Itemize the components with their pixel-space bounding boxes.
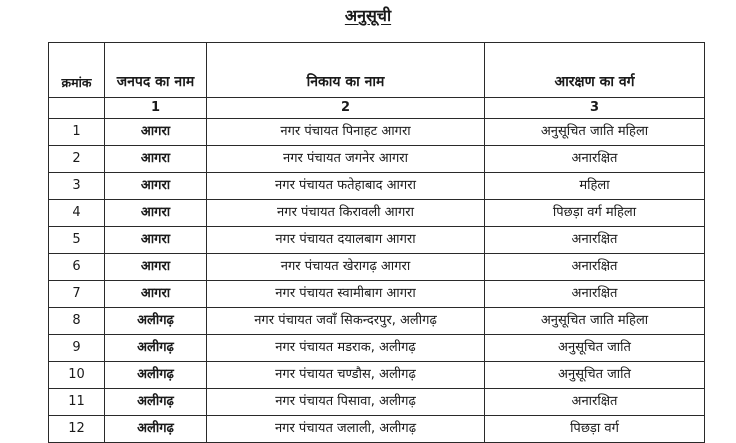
table-row xyxy=(49,254,705,281)
table-row xyxy=(49,362,705,389)
document-title-text: अनुसूची xyxy=(344,6,392,25)
table-row xyxy=(49,227,705,254)
document-title xyxy=(0,4,736,28)
body-name-cell: नगर पंचायत पिसावा, अलीगढ़ xyxy=(207,389,485,416)
serial-number-cell: 12 xyxy=(49,416,105,443)
serial-number-cell: 10 xyxy=(49,362,105,389)
body-name-cell: नगर पंचायत जलाली, अलीगढ़ xyxy=(207,416,485,443)
column-number-1: 1 xyxy=(105,98,207,119)
category-cell: अनारक्षित xyxy=(485,281,705,308)
category-cell: महिला xyxy=(485,173,705,200)
serial-number-cell: 1 xyxy=(49,119,105,146)
serial-number-cell: 11 xyxy=(49,389,105,416)
category-cell: अनुसूचित जाति महिला xyxy=(485,308,705,335)
body-name-cell: नगर पंचायत जगनेर आगरा xyxy=(207,146,485,173)
body-name-cell: नगर पंचायत चण्डौस, अलीगढ़ xyxy=(207,362,485,389)
table-row xyxy=(49,200,705,227)
serial-number-cell: 2 xyxy=(49,146,105,173)
table-row xyxy=(49,416,705,443)
category-cell: अनुसूचित जाति महिला xyxy=(485,119,705,146)
table-body xyxy=(49,119,705,443)
header-reservation-category: आरक्षण का वर्ग xyxy=(485,43,705,98)
district-cell: आगरा xyxy=(105,119,207,146)
serial-number-cell: 7 xyxy=(49,281,105,308)
category-cell: अनारक्षित xyxy=(485,389,705,416)
body-name-cell: नगर पंचायत दयालबाग आगरा xyxy=(207,227,485,254)
serial-number-cell: 4 xyxy=(49,200,105,227)
district-cell: आगरा xyxy=(105,173,207,200)
district-cell: आगरा xyxy=(105,227,207,254)
district-cell: आगरा xyxy=(105,146,207,173)
column-number-2: 2 xyxy=(207,98,485,119)
table-row xyxy=(49,335,705,362)
category-cell: अनुसूचित जाति xyxy=(485,362,705,389)
serial-number-cell: 3 xyxy=(49,173,105,200)
body-name-cell: नगर पंचायत खेरागढ़ आगरा xyxy=(207,254,485,281)
district-cell: आगरा xyxy=(105,200,207,227)
category-cell: अनारक्षित xyxy=(485,254,705,281)
column-number-3: 3 xyxy=(485,98,705,119)
serial-number-cell: 5 xyxy=(49,227,105,254)
column-number-empty xyxy=(49,98,105,119)
district-cell: आगरा xyxy=(105,281,207,308)
table-row xyxy=(49,281,705,308)
body-name-cell: नगर पंचायत पिनाहट आगरा xyxy=(207,119,485,146)
district-cell: अलीगढ़ xyxy=(105,308,207,335)
reservation-table xyxy=(48,42,705,443)
table-row xyxy=(49,389,705,416)
serial-number-cell: 8 xyxy=(49,308,105,335)
header-serial-number: क्रमांक xyxy=(49,43,105,98)
serial-number-cell: 9 xyxy=(49,335,105,362)
header-district-name: जनपद का नाम xyxy=(105,43,207,98)
body-name-cell: नगर पंचायत फतेहाबाद आगरा xyxy=(207,173,485,200)
header-body-name: निकाय का नाम xyxy=(207,43,485,98)
table-row xyxy=(49,308,705,335)
body-name-cell: नगर पंचायत किरावली आगरा xyxy=(207,200,485,227)
category-cell: पिछड़ा वर्ग xyxy=(485,416,705,443)
category-cell: अनुसूचित जाति xyxy=(485,335,705,362)
body-name-cell: नगर पंचायत मडराक, अलीगढ़ xyxy=(207,335,485,362)
serial-number-cell: 6 xyxy=(49,254,105,281)
district-cell: अलीगढ़ xyxy=(105,362,207,389)
district-cell: अलीगढ़ xyxy=(105,389,207,416)
table-row xyxy=(49,119,705,146)
category-cell: अनारक्षित xyxy=(485,146,705,173)
category-cell: पिछड़ा वर्ग महिला xyxy=(485,200,705,227)
district-cell: अलीगढ़ xyxy=(105,335,207,362)
column-number-row xyxy=(49,98,705,119)
body-name-cell: नगर पंचायत स्वामीबाग आगरा xyxy=(207,281,485,308)
table-row xyxy=(49,146,705,173)
category-cell: अनारक्षित xyxy=(485,227,705,254)
body-name-cell: नगर पंचायत जवाँ सिकन्दरपुर, अलीगढ़ xyxy=(207,308,485,335)
district-cell: अलीगढ़ xyxy=(105,416,207,443)
district-cell: आगरा xyxy=(105,254,207,281)
table-row xyxy=(49,173,705,200)
table-header-row xyxy=(49,43,705,98)
